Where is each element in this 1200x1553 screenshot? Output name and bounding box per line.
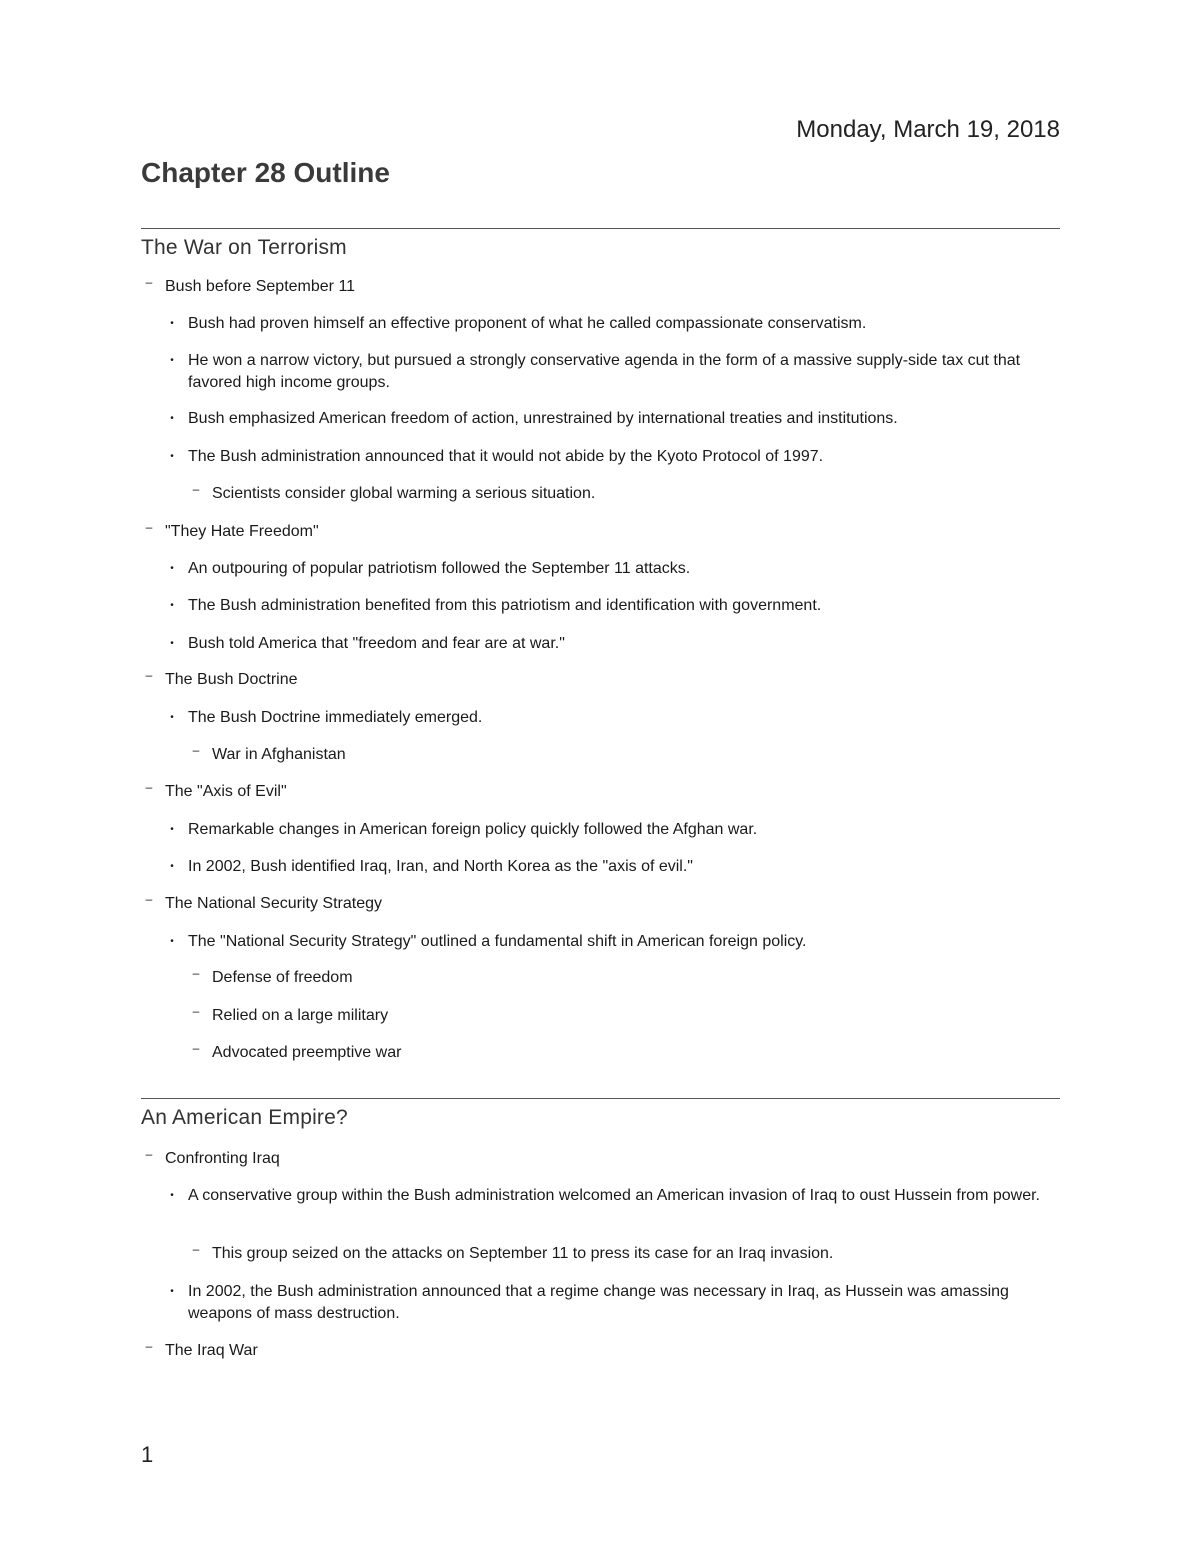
outline-item-level-2: • Bush had proven himself an effective proponent of what he called compassionate conservatism. xyxy=(188,313,1060,335)
section-divider xyxy=(141,228,1060,229)
dash-bullet-icon: – xyxy=(145,892,153,906)
outline-item-level-3: – Scientists consider global warming a serious situation. xyxy=(212,483,1052,505)
outline-item-level-1: – Bush before September 11 xyxy=(165,276,1045,298)
outline-item-level-2: • A conservative group within the Bush administration welcomed an American invasion of Iraq to oust Hussein from power. xyxy=(188,1185,1060,1207)
outline-item-level-2: • In 2002, the Bush administration announced that a regime change was necessary in Iraq, as Hussein was amassing weapons of mass destruction. xyxy=(188,1281,1060,1325)
outline-item-level-2: • Remarkable changes in American foreign policy quickly followed the Afghan war. xyxy=(188,819,1060,841)
outline-item-level-1: – "They Hate Freedom" xyxy=(165,521,1045,543)
outline-item-level-2: • An outpouring of popular patriotism followed the September 11 attacks. xyxy=(188,558,1060,580)
outline-item-level-2: • Bush told America that "freedom and fear are at war." xyxy=(188,633,1060,655)
dash-bullet-icon: – xyxy=(145,780,153,794)
dot-bullet-icon: • xyxy=(170,318,174,329)
dot-bullet-icon: • xyxy=(170,451,174,462)
dash-bullet-icon: – xyxy=(192,1004,200,1018)
dot-bullet-icon: • xyxy=(170,355,174,366)
outline-item-level-2: • The "National Security Strategy" outlined a fundamental shift in American foreign policy. xyxy=(188,931,1060,953)
dot-bullet-icon: • xyxy=(170,600,174,611)
outline-item-level-3: – Relied on a large military xyxy=(212,1005,1052,1027)
dash-bullet-icon: – xyxy=(145,1147,153,1161)
outline-item-level-3: – War in Afghanistan xyxy=(212,744,1052,766)
outline-item-level-3: – Advocated preemptive war xyxy=(212,1042,1052,1064)
dot-bullet-icon: • xyxy=(170,824,174,835)
dash-bullet-icon: – xyxy=(145,520,153,534)
dot-bullet-icon: • xyxy=(170,861,174,872)
dash-bullet-icon: – xyxy=(192,1041,200,1055)
outline-item-level-1: – The National Security Strategy xyxy=(165,893,1045,915)
dash-bullet-icon: – xyxy=(192,966,200,980)
dash-bullet-icon: – xyxy=(192,1242,200,1256)
dash-bullet-icon: – xyxy=(192,482,200,496)
outline-item-level-2: • The Bush Doctrine immediately emerged. xyxy=(188,707,1060,729)
dash-bullet-icon: – xyxy=(145,1339,153,1353)
dash-bullet-icon: – xyxy=(192,743,200,757)
document-date: Monday, March 19, 2018 xyxy=(796,116,1060,143)
document-title: Chapter 28 Outline xyxy=(141,157,390,188)
outline-item-level-2: • He won a narrow victory, but pursued a strongly conservative agenda in the form of a massive supply-side tax cut that favored high income groups. xyxy=(188,350,1060,394)
dot-bullet-icon: • xyxy=(170,1286,174,1297)
dot-bullet-icon: • xyxy=(170,712,174,723)
section-divider xyxy=(141,1098,1060,1099)
outline-item-level-1: – The "Axis of Evil" xyxy=(165,781,1045,803)
dash-bullet-icon: – xyxy=(145,275,153,289)
outline-item-level-1: – Confronting Iraq xyxy=(165,1148,1045,1170)
section-heading-war-on-terrorism: The War on Terrorism xyxy=(141,236,347,259)
outline-item-level-2: • The Bush administration announced that it would not abide by the Kyoto Protocol of 1997. xyxy=(188,446,1060,468)
page-number: 1 xyxy=(141,1442,154,1467)
section-heading-american-empire: An American Empire? xyxy=(141,1106,348,1129)
outline-item-level-3: – Defense of freedom xyxy=(212,967,1052,989)
outline-item-level-1: – The Iraq War xyxy=(165,1340,1045,1362)
outline-item-level-2: • Bush emphasized American freedom of action, unrestrained by international treaties and institutions. xyxy=(188,408,1060,430)
dot-bullet-icon: • xyxy=(170,936,174,947)
outline-item-level-3: – This group seized on the attacks on September 11 to press its case for an Iraq invasion. xyxy=(212,1243,1052,1265)
dot-bullet-icon: • xyxy=(170,1190,174,1201)
dash-bullet-icon: – xyxy=(145,668,153,682)
dot-bullet-icon: • xyxy=(170,413,174,424)
outline-item-level-2: • In 2002, Bush identified Iraq, Iran, and North Korea as the "axis of evil." xyxy=(188,856,1060,878)
dot-bullet-icon: • xyxy=(170,563,174,574)
outline-item-level-1: – The Bush Doctrine xyxy=(165,669,1045,691)
outline-item-level-2: • The Bush administration benefited from this patriotism and identification with government. xyxy=(188,595,1060,617)
dot-bullet-icon: • xyxy=(170,638,174,649)
